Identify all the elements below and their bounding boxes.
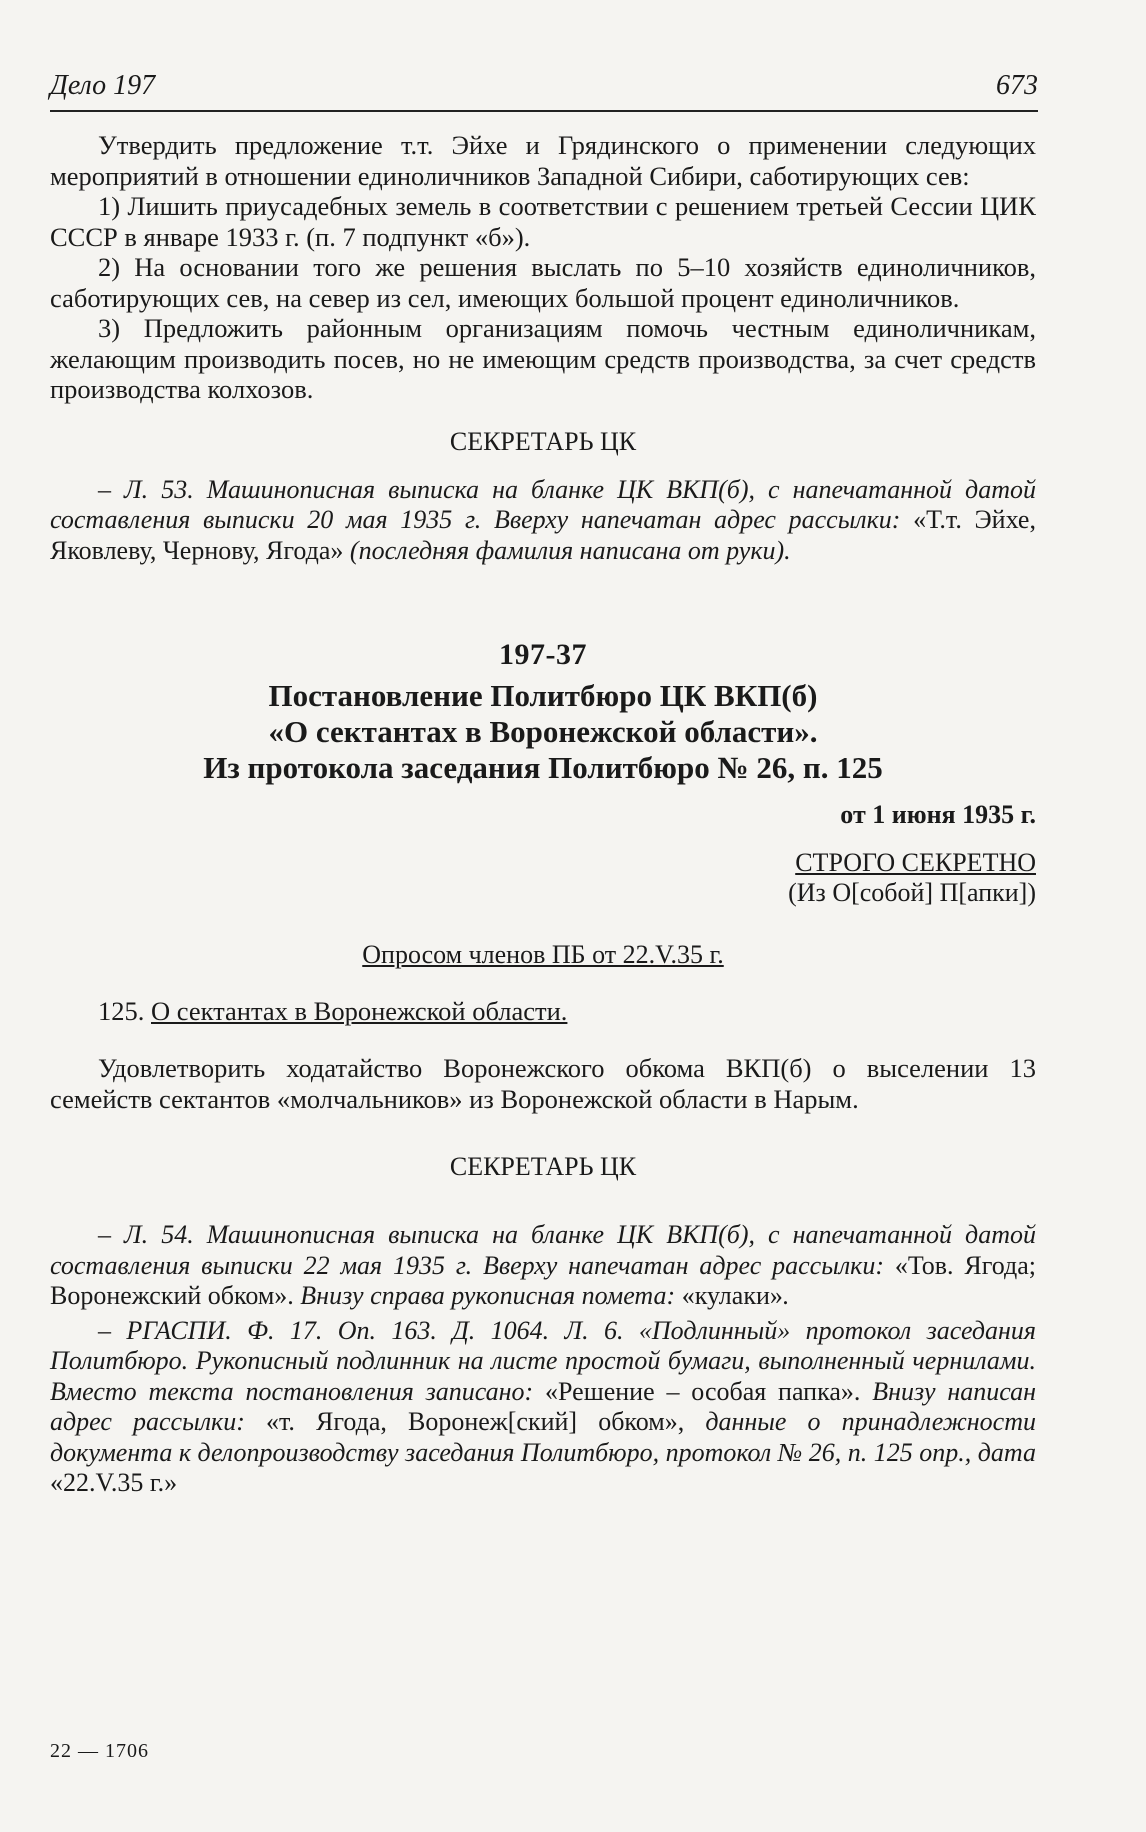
note2-part-b: «Тов. Ягода; Воронежский обком». [50, 1250, 1036, 1310]
note2-part-d: «кулаки» [681, 1281, 783, 1310]
case-number: Дело 197 [50, 70, 156, 101]
note3-part-c: Внизу написан адрес рассылки: [50, 1376, 1036, 1436]
document-title-line-1: Постановление Политбюро ЦК ВКП(б) [268, 678, 818, 713]
intro-paragraph: Утвердить предложение т.т. Эйхе и Грядинского о применении следующих мероприятий в отношении единоличников Западной Сибири, саботирующих сев: [50, 130, 1036, 191]
header-rule [50, 110, 1038, 112]
intro-item-2: 2) На основании того же решения выслать по 5–10 хозяйств единоличников, саботирующих сев, на север из сел, имеющих большой процент единоличников. [50, 252, 1036, 313]
document-date: от 1 июня 1935 г. [840, 800, 1036, 829]
note2-part-a: – Л. 54. Машинописная выписка на бланке ЦК ВКП(б), с напечатанной датой составления выписки 22 мая 1935 г. Вверху напечатан адрес рассылки: [50, 1220, 1036, 1280]
intro-item-3: 3) Предложить районным организациям помочь честным единоличникам, желающим производить посев, но не имеющим средств производства, за счет средств производства колхозов. [50, 313, 1036, 404]
secrecy-stamp [50, 848, 1036, 878]
secrecy-stamp-line-1: СТРОГО СЕКРЕТНО [795, 848, 1036, 877]
intro-item-1: 1) Лишить приусадебных земель в соответствии с решением третьей Сессии ЦИК СССР в январе 1933 г. (п. 7 подпункт «б»). [50, 191, 1036, 252]
note2-part-c: Внизу справа рукописная помета: [293, 1281, 682, 1310]
note3-part-f: «22.V.35 г.» [50, 1468, 178, 1497]
resolution-body: Удовлетворить ходатайство Воронежского обкома ВКП(б) о выселении 13 семейств сектантов «молчальников» из Воронежской области в Нарым. [50, 1053, 1036, 1114]
page-content [50, 130, 1036, 1499]
note1-part-c: (последняя фамилия написана от руки). [343, 535, 791, 565]
poll-text: Опросом членов ПБ от 22.V.35 г. [362, 940, 724, 969]
protocol-item [50, 996, 1036, 1027]
page-number: 673 [996, 70, 1038, 101]
secretary-signature-2: СЕКРЕТАРЬ ЦК [449, 1152, 637, 1181]
running-header [50, 70, 1038, 102]
printer-signature: 22 — 1706 [50, 1740, 149, 1762]
note3-part-a: – РГАСПИ. Ф. 17. Оп. 163. Д. 1064. Л. 6. «Подлинный» протокол заседания Политбюро. Рукописный подлинник на листе простой бумаги, выполненный чернилами. Вместо текста постановления записано: [50, 1315, 1036, 1406]
archival-note-3 [50, 1316, 1036, 1499]
document-title-line-2: «О сектантах в Воронежской области». [268, 714, 818, 749]
note3-part-e: данные о принадлежности документа к делопроизводству заседания Политбюро, протокол № 26, п. 125 опр., дата [50, 1407, 1036, 1467]
note1-part-a: – Л. 53. Машинописная выписка на бланке ЦК ВКП(б), с напечатанной датой составления выписки 20 мая 1935 г. Вверху напечатан адрес рассылки: [50, 474, 1036, 534]
secrecy-stamp-line-2: (Из О[собой] П[апки]) [788, 878, 1036, 907]
secretary-signature-1: СЕКРЕТАРЬ ЦК [449, 426, 637, 456]
note3-part-d: «т. Ягода, Воронеж[ский] обком», [265, 1407, 685, 1436]
note3-part-b: «Решение – особая папка». [545, 1376, 861, 1406]
note1-part-b: «Т.т. Эйхе, Яковлеву, Чернову, Ягода» [50, 505, 1036, 565]
archival-note-2 [50, 1220, 1036, 1312]
archival-note-1 [50, 475, 1036, 567]
note2-part-e: . [782, 1281, 790, 1310]
protocol-item-title: О сектантах в Воронежской области. [151, 996, 568, 1026]
poll-line [50, 940, 1036, 970]
document-title-line-3: Из протокола заседания Политбюро № 26, п. 125 [203, 750, 883, 785]
protocol-item-number: 125. [98, 996, 151, 1026]
document-number: 197-37 [499, 638, 587, 671]
